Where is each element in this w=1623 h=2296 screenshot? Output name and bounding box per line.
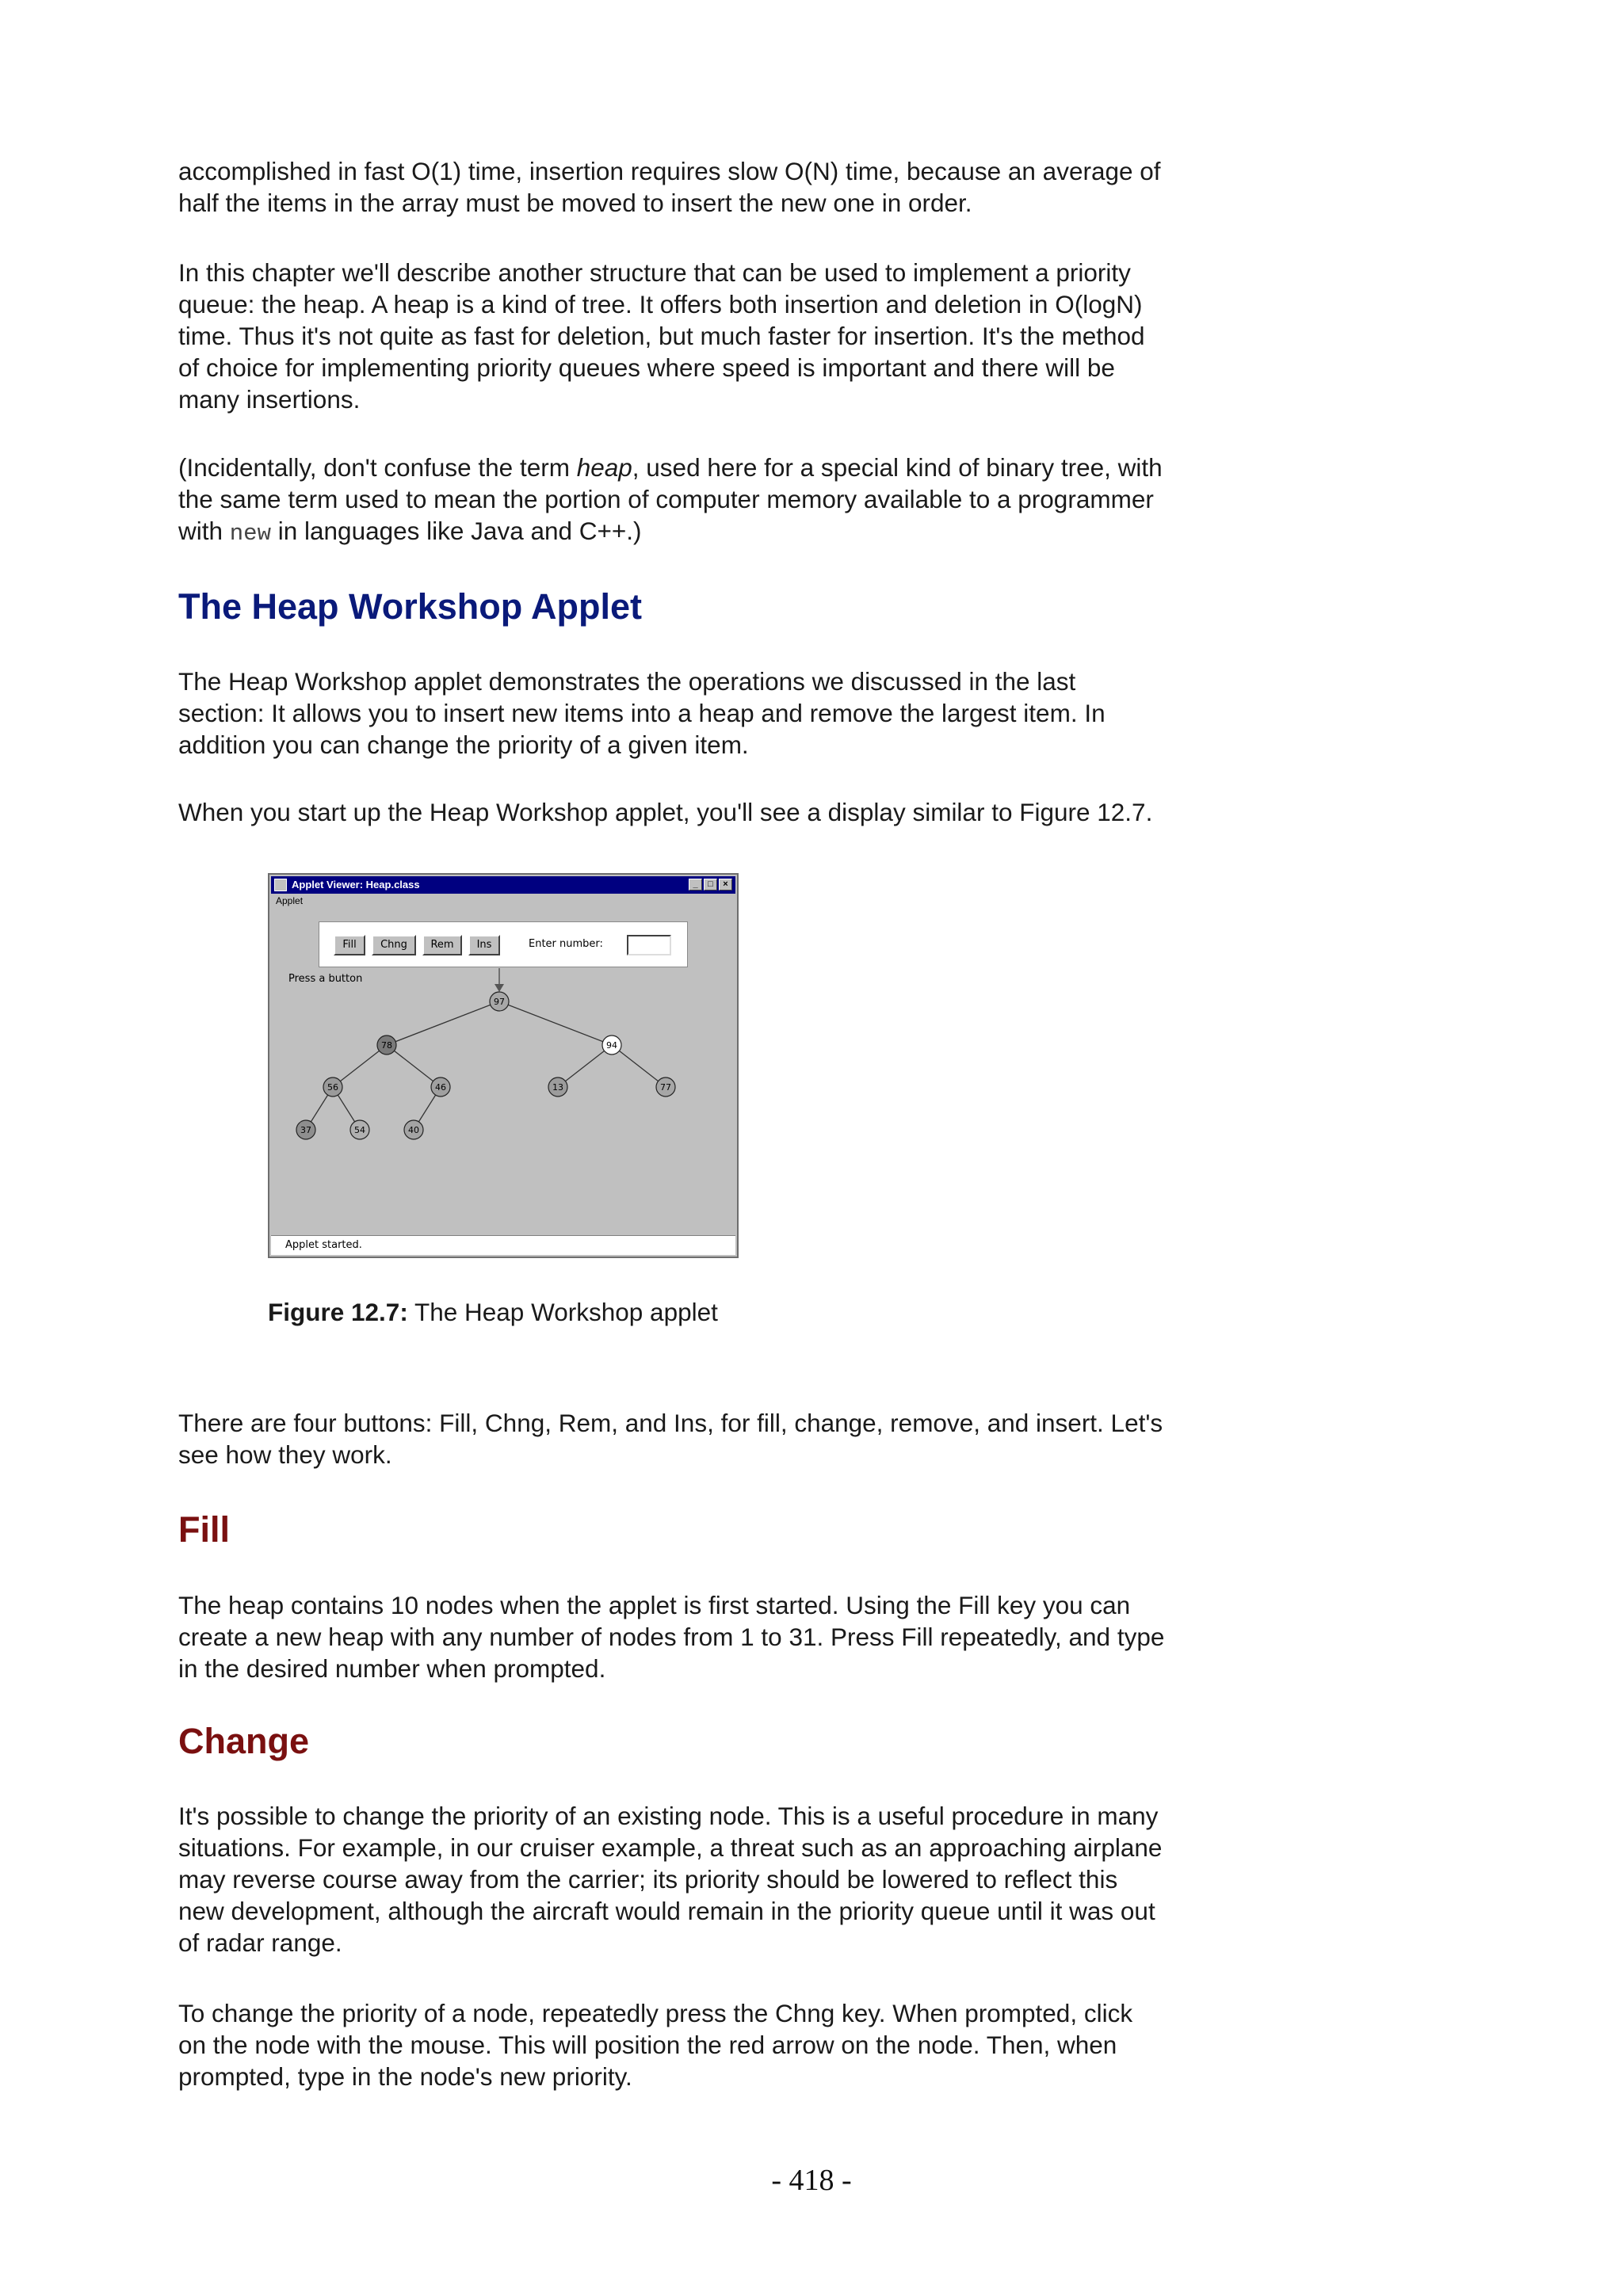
paragraph-heap-intro: In this chapter we'll describe another structure that can be used to implement a priority queue: the heap. A heap is a kind of tree. It offers both insertion and deletion in O(logN) time. Thus it's not quite as fast for deletion, but much faster for insertion. It's the method of choice for implementing priority queues where speed is important and there will be many insertions. xyxy=(178,258,1145,414)
rem-button[interactable]: Rem xyxy=(422,935,462,955)
heap-node-label: 13 xyxy=(552,1082,563,1093)
ins-button[interactable]: Ins xyxy=(468,935,500,955)
text-run: in languages like Java and C++.) xyxy=(271,517,642,545)
text-run: , used here for a special kind of binary tree, with the same term used to mean the portion of computer memory available to a programmer with xyxy=(178,453,1163,545)
code-new: new xyxy=(229,521,271,547)
heap-node-label: 37 xyxy=(300,1125,311,1135)
edge xyxy=(558,1045,612,1087)
paragraph-heap-term-note xyxy=(178,452,1272,550)
caption-text: The Heap Workshop applet xyxy=(407,1298,718,1326)
edge xyxy=(499,1001,612,1045)
heap-node-label: 97 xyxy=(494,997,505,1007)
heap-node-label: 56 xyxy=(327,1082,338,1093)
applet-viewer-window xyxy=(268,873,739,1258)
heap-node-label: 46 xyxy=(435,1082,446,1093)
paragraph-insertion-time: accomplished in fast O(1) time, insertion requires slow O(N) time, because an average of half the items in the array must be moved to insert the new one in order. xyxy=(178,157,1161,217)
heap-node-label: 78 xyxy=(381,1040,392,1051)
status-bar: Applet started. xyxy=(271,1235,735,1255)
paragraph-applet-description: The Heap Workshop applet demonstrates the operations we discussed in the last section: It allows you to insert new items into a heap and remove the largest item. In addition you can change the priority of a given item. xyxy=(178,667,1106,759)
edge xyxy=(612,1045,666,1087)
text-run: (Incidentally, don't confuse the term xyxy=(178,453,577,482)
enter-number-label: Enter number: xyxy=(529,938,603,950)
edge xyxy=(387,1001,499,1045)
heap-node-label: 40 xyxy=(408,1125,419,1135)
heap-node-label: 94 xyxy=(606,1040,617,1051)
page-number: - 418 - xyxy=(771,2164,852,2197)
menu-applet[interactable]: Applet xyxy=(276,895,304,906)
prompt-text: Press a button xyxy=(288,973,363,985)
edge xyxy=(333,1045,387,1087)
close-icon[interactable]: × xyxy=(719,879,732,891)
emphasis-heap: heap xyxy=(576,453,632,482)
caption-label: Figure 12.7: xyxy=(268,1298,408,1326)
paragraph-change-steps: To change the priority of a node, repeatedly press the Chng key. When prompted, click on the node with the mouse. This will position the red arrow on the node. Then, when prompted, type in the node's new priority. xyxy=(178,1999,1133,2091)
paragraph-change: It's possible to change the priority of an existing node. This is a useful procedure in many situations. For example, in our cruiser example, a threat such as an approaching airplane may reverse course away from the carrier; its priority should be lowered to reflect this new development, although the aircraft would remain in the priority queue until it was out of radar range. xyxy=(178,1802,1163,1957)
heap-tree xyxy=(269,875,737,1257)
edge xyxy=(387,1045,441,1087)
arrow-icon xyxy=(495,968,504,992)
figure-caption xyxy=(268,1296,718,1328)
heap-node-label: 54 xyxy=(354,1125,365,1135)
heap-node-label: 77 xyxy=(660,1082,671,1093)
chng-button[interactable]: Chng xyxy=(372,935,416,955)
paragraph-four-buttons: There are four buttons: Fill, Chng, Rem, and Ins, for fill, change, remove, and insert. Let's see how they work. xyxy=(178,1409,1163,1469)
maximize-icon[interactable]: □ xyxy=(704,879,717,891)
heading-heap-workshop: The Heap Workshop Applet xyxy=(178,586,643,627)
paragraph-figure-reference: When you start up the Heap Workshop applet, you'll see a display similar to Figure 12.7. xyxy=(178,798,1153,826)
heading-fill: Fill xyxy=(178,1509,230,1550)
fill-button[interactable]: Fill xyxy=(334,935,365,955)
heading-change: Change xyxy=(178,1721,310,1761)
minimize-icon[interactable]: _ xyxy=(689,879,702,891)
paragraph-fill: The heap contains 10 nodes when the applet is first started. Using the Fill key you can create a new heap with any number of nodes from 1 to 31. Press Fill repeatedly, and type in the desired number when prompted. xyxy=(178,1591,1165,1683)
window-title: Applet Viewer: Heap.class xyxy=(292,879,420,891)
